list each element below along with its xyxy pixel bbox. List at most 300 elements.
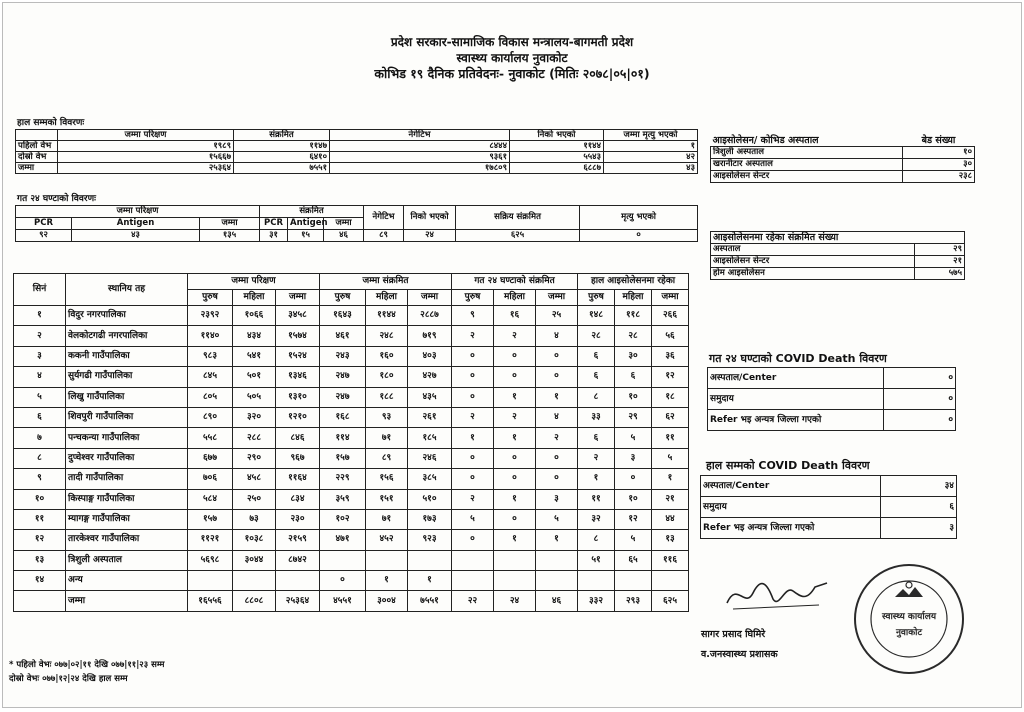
table-cell: ४ — [536, 407, 578, 427]
sn-cell: १३ — [14, 550, 66, 570]
sub-header: पुरुष — [452, 290, 494, 306]
table-cell: ६४१० — [234, 152, 330, 163]
table-header-cell: जम्मा परिक्षण — [58, 130, 234, 141]
sn-cell: ११ — [14, 509, 66, 529]
office-title: स्वास्थ्य कार्यालय नुवाकोट — [456, 51, 568, 65]
table-cell: २४३ — [320, 346, 366, 366]
signatory-designation: व.जनस्वास्थ्य प्रशासक — [701, 649, 778, 660]
table-cell — [233, 571, 276, 591]
table-cell: २५३६४ — [58, 163, 234, 174]
table-cell: १०२ — [320, 509, 366, 529]
table-cell: २८८७ — [408, 306, 452, 326]
table-cell: १ — [494, 387, 536, 407]
table-cell: ४ — [536, 326, 578, 346]
table-cell: ९८३ — [188, 346, 233, 366]
table-cell: ११८ — [615, 306, 652, 326]
table-cell — [578, 571, 615, 591]
table-cell: ० — [494, 469, 536, 489]
table-cell: ३ — [536, 489, 578, 509]
table-header-cell — [16, 130, 58, 141]
table-cell: २२९ — [320, 469, 366, 489]
table-row — [708, 389, 956, 410]
table-cell: ४३४ — [233, 326, 276, 346]
table-cell: २ — [452, 326, 494, 346]
table-cell: ० — [494, 509, 536, 529]
local-level-cell: ककनी गाउँपालिका — [66, 346, 188, 366]
table-cell: १०३८ — [233, 530, 276, 550]
infected-header: संक्रमित — [260, 206, 364, 218]
table-cell: २ — [494, 407, 536, 427]
table-cell: ८३४ — [276, 489, 320, 509]
table-cell: ० — [452, 387, 494, 407]
table-cell: २८ — [578, 326, 615, 346]
death-header: मृत्यु भएको — [580, 206, 698, 230]
recovered-header: निको भएको — [404, 206, 456, 230]
table-cell: ३२० — [233, 407, 276, 427]
table-cell: ५१ — [578, 550, 615, 570]
bed-header: बेड संख्या — [921, 135, 956, 146]
footnote-wave1: * पहिलो वेभः ०७७|०२|११ देखि ०७७|११|२३ सम्म — [9, 660, 165, 670]
table-cell: २६६ — [652, 306, 689, 326]
table-cell: १३५ — [200, 230, 260, 242]
table-cell: १७८०९ — [330, 163, 510, 174]
table-cell: ० — [884, 368, 956, 389]
sub-header: जम्मा — [652, 290, 689, 306]
table-cell: ११४७ — [234, 141, 330, 152]
local-level-table — [13, 273, 689, 612]
hospital-table — [710, 135, 975, 183]
last24-group-header: गत २४ घण्टाको संक्रमित — [452, 274, 578, 290]
sub-header: पुरुष — [188, 290, 233, 306]
office-stamp — [851, 561, 967, 677]
table-cell: ५ — [615, 428, 652, 448]
table-cell: ११ — [578, 489, 615, 509]
table-cell: २३० — [276, 509, 320, 529]
pcr-header: PCR — [260, 218, 288, 230]
table-cell: ८९ — [366, 448, 408, 468]
table-row — [14, 306, 689, 326]
table-cell: २५ — [536, 306, 578, 326]
table-cell: ५ — [652, 448, 689, 468]
table-cell: ६ — [578, 367, 615, 387]
table-cell: ५५८ — [188, 428, 233, 448]
table-row — [14, 448, 689, 468]
table-cell: ८४४४ — [330, 141, 510, 152]
total-header: जम्मा — [324, 218, 364, 230]
table-row — [16, 163, 698, 174]
table-row — [16, 141, 698, 152]
table-cell — [494, 550, 536, 570]
table-cell: ८९ — [364, 230, 404, 242]
local-level-cell: तारकेश्वर गाउँपालिका — [66, 530, 188, 550]
table-cell: २१५९ — [276, 530, 320, 550]
sub-header: महिला — [615, 290, 652, 306]
table-cell: २३९२ — [188, 306, 233, 326]
table-cell: २१ — [915, 256, 965, 268]
isolation-title: आइसोलेसनमा रहेका संक्रमित संख्या — [711, 232, 965, 244]
table-cell: १ — [578, 469, 615, 489]
table-cell: १८८ — [366, 387, 408, 407]
table-cell: १७३ — [408, 509, 452, 529]
table-cell: ८९० — [188, 407, 233, 427]
test-header: जम्मा परिक्षण — [16, 206, 260, 218]
local-level-cell: विदुर नगरपालिका — [66, 306, 188, 326]
local-level-cell: शिवपुरी गाउँपालिका — [66, 407, 188, 427]
table-row — [701, 476, 957, 497]
table-cell: २ — [452, 489, 494, 509]
table-cell: ४५५१ — [320, 591, 366, 611]
table-cell: १६५५६ — [188, 591, 233, 611]
local-level-cell: लिखु गाउँपालिका — [66, 387, 188, 407]
table-cell — [366, 550, 408, 570]
table-cell: अस्पताल — [711, 244, 915, 256]
table-cell — [408, 550, 452, 570]
table-cell: १३४६ — [276, 367, 320, 387]
table-cell: ० — [494, 367, 536, 387]
table-row — [711, 268, 965, 280]
table-cell: ३३ — [578, 407, 615, 427]
local-level-cell: त्रिशुली अस्पताल — [66, 550, 188, 570]
table-cell: १ — [652, 469, 689, 489]
negative-header: नेगेटिभ — [364, 206, 404, 230]
cumulative-label: हाल सम्मको विवरणः — [17, 118, 85, 128]
sn-cell: ३ — [14, 346, 66, 366]
sn-cell: ५ — [14, 387, 66, 407]
table-cell: १० — [615, 489, 652, 509]
table-cell — [452, 550, 494, 570]
table-cell: १० — [903, 147, 975, 159]
table-cell: ६ — [578, 428, 615, 448]
table-cell: ५०१ — [233, 367, 276, 387]
table-cell: ९६७ — [276, 448, 320, 468]
table-row — [14, 571, 689, 591]
table-cell: ० — [452, 448, 494, 468]
table-cell: ३० — [903, 159, 975, 171]
table-cell: २४८ — [366, 326, 408, 346]
table-cell: ० — [536, 469, 578, 489]
table-row — [14, 387, 689, 407]
table-cell: ३१ — [260, 230, 288, 242]
sub-header: महिला — [494, 290, 536, 306]
table-cell: २८ — [615, 326, 652, 346]
table-cell: खरानीटार अस्पताल — [711, 159, 903, 171]
table-cell: २ — [536, 428, 578, 448]
table-cell: १५१ — [366, 489, 408, 509]
ministry-title: प्रदेश सरकार-सामाजिक विकास मन्त्रालय-बागमती प्रदेश — [390, 35, 634, 49]
sub-header: महिला — [366, 290, 408, 306]
table-cell: ९३६१ — [330, 152, 510, 163]
table-cell: Refer भइ अन्यत्र जिल्ला गएको — [708, 410, 884, 431]
death-total-title: हाल सम्मको COVID Death विवरण — [706, 459, 870, 472]
table-cell: २८८ — [233, 428, 276, 448]
table-cell: २४ — [494, 591, 536, 611]
table-cell: ५६९८ — [188, 550, 233, 570]
table-cell: ११४ — [320, 428, 366, 448]
antigen-header: Antigen — [288, 218, 324, 230]
table-cell: ३३२ — [578, 591, 615, 611]
table-cell: ४६१ — [320, 326, 366, 346]
table-row — [708, 410, 956, 431]
table-cell — [615, 571, 652, 591]
table-cell: ७१९ — [408, 326, 452, 346]
table-cell: १ — [494, 489, 536, 509]
table-cell: १ — [452, 428, 494, 448]
local-level-cell: पन्चकन्या गाउँपालिका — [66, 428, 188, 448]
table-row — [711, 159, 975, 171]
table-row — [708, 368, 956, 389]
table-row — [701, 497, 957, 518]
table-cell: १ — [536, 530, 578, 550]
table-cell: २ — [578, 448, 615, 468]
table-cell: १ — [494, 530, 536, 550]
table-cell: २९ — [615, 407, 652, 427]
table-cell: १६४३ — [320, 306, 366, 326]
sn-cell: ७ — [14, 428, 66, 448]
table-cell: ९२ — [16, 230, 72, 242]
table-cell: ८०५ — [188, 387, 233, 407]
active-header: सक्रिय संक्रमित — [456, 206, 580, 230]
table-cell: ६२५ — [652, 591, 689, 611]
table-cell: ४४ — [652, 509, 689, 529]
table-cell: १२ — [615, 509, 652, 529]
table-cell: ७०६ — [188, 469, 233, 489]
table-cell: १५ — [288, 230, 324, 242]
table-row — [711, 256, 965, 268]
table-row — [711, 244, 965, 256]
table-cell: ८ — [578, 387, 615, 407]
cumulative-table — [15, 129, 698, 174]
table-cell: दोस्रो वेभ — [16, 152, 58, 163]
table-cell: १३ — [652, 530, 689, 550]
table-cell: ८७४२ — [276, 550, 320, 570]
table-cell: ११४४ — [366, 306, 408, 326]
death-total-table — [700, 475, 957, 539]
local-level-cell: जम्मा — [66, 591, 188, 611]
footnote-wave2: दोस्रो वेभः ०७७|१२|२४ देखि हाल सम्म — [9, 674, 128, 684]
table-cell: अस्पताल/Center — [701, 476, 881, 497]
table-row — [14, 346, 689, 366]
table-cell: ० — [615, 469, 652, 489]
table-cell: ६५ — [615, 550, 652, 570]
table-cell: ८४६ — [276, 428, 320, 448]
table-cell: ८ — [578, 530, 615, 550]
table-cell: २४७ — [320, 367, 366, 387]
table-cell: १५६६७ — [58, 152, 234, 163]
table-cell: १० — [615, 387, 652, 407]
table-cell: ० — [580, 230, 698, 242]
table-row — [14, 530, 689, 550]
table-cell: १०६६ — [233, 306, 276, 326]
local-level-cell: वेलकोटगढी नगरपालिका — [66, 326, 188, 346]
table-cell: ४०३ — [408, 346, 452, 366]
table-cell: ५६ — [652, 326, 689, 346]
table-cell: १४८ — [578, 306, 615, 326]
report-title: कोभिड १९ दैनिक प्रतिवेदनः- नुवाकोट (मितिः २०७८|०५|०१) — [374, 66, 650, 81]
table-cell: ३२ — [578, 509, 615, 529]
table-cell: ४६ — [324, 230, 364, 242]
table-cell: अस्पताल/Center — [708, 368, 884, 389]
table-cell: १५७४ — [276, 326, 320, 346]
table-cell: ० — [884, 410, 956, 431]
table-cell: आइसोलेसन सेन्टर — [711, 256, 915, 268]
table-row — [16, 230, 698, 242]
pcr-header: PCR — [16, 218, 72, 230]
last24-table — [15, 205, 698, 242]
table-row — [14, 407, 689, 427]
infected-group-header: जम्मा संक्रमित — [320, 274, 452, 290]
table-header-row — [16, 130, 698, 141]
sn-cell: १ — [14, 306, 66, 326]
table-cell: ११२१ — [188, 530, 233, 550]
table-cell: ४२७ — [408, 367, 452, 387]
table-cell: ११६ — [652, 550, 689, 570]
table-cell: २६१ — [408, 407, 452, 427]
table-cell: ४७१ — [320, 530, 366, 550]
table-cell: ११४० — [188, 326, 233, 346]
table-cell: ५५४३ — [510, 152, 604, 163]
table-cell: ५०५ — [233, 387, 276, 407]
table-cell: २ — [494, 326, 536, 346]
table-cell: ५ — [536, 509, 578, 529]
table-cell: १ — [536, 387, 578, 407]
table-cell: १ — [408, 571, 452, 591]
table-cell: १८० — [366, 367, 408, 387]
table-cell: ३ — [615, 448, 652, 468]
table-cell: ५४१ — [233, 346, 276, 366]
table-row — [16, 152, 698, 163]
table-cell — [320, 550, 366, 570]
sn-cell: ६ — [14, 407, 66, 427]
stamp-text-inner: नुवाकोट — [895, 628, 923, 638]
table-row — [14, 489, 689, 509]
table-cell: ३०४४ — [233, 550, 276, 570]
table-cell: ३००४ — [366, 591, 408, 611]
table-cell: १२ — [652, 367, 689, 387]
table-cell: ३८५ — [408, 469, 452, 489]
table-cell: जम्मा — [16, 163, 58, 174]
table-cell: १ — [494, 428, 536, 448]
table-row — [14, 469, 689, 489]
last24-label: गत २४ घण्टाको विवरणः — [17, 194, 96, 204]
sub-header: जम्मा — [536, 290, 578, 306]
stamp-text-outer: स्वास्थ्य कार्यालय — [881, 612, 937, 622]
table-row — [14, 591, 689, 611]
local-level-header: स्थानिय तह — [66, 274, 188, 306]
handwritten-signature — [723, 575, 833, 615]
table-cell — [652, 571, 689, 591]
table-cell: २४६ — [408, 448, 452, 468]
sub-header: पुरुष — [578, 290, 615, 306]
table-cell: ७५५१ — [234, 163, 330, 174]
sn-cell: १४ — [14, 571, 66, 591]
table-cell: ६ — [615, 367, 652, 387]
table-cell: २५० — [233, 489, 276, 509]
test-group-header: जम्मा परिक्षण — [188, 274, 320, 290]
table-cell: ० — [536, 346, 578, 366]
sn-cell: ४ — [14, 367, 66, 387]
table-cell: ७५५१ — [408, 591, 452, 611]
table-cell: ३४५८ — [276, 306, 320, 326]
table-row — [14, 326, 689, 346]
table-cell: १६ — [494, 306, 536, 326]
table-cell: ० — [452, 367, 494, 387]
current-group-header: हाल आइसोलेसनमा रहेका — [578, 274, 689, 290]
table-cell — [494, 571, 536, 591]
table-cell: ९३ — [366, 407, 408, 427]
table-cell: ० — [452, 469, 494, 489]
sn-cell: ८ — [14, 448, 66, 468]
table-cell: २१ — [652, 489, 689, 509]
sub-header: जम्मा — [276, 290, 320, 306]
table-cell: १८५ — [408, 428, 452, 448]
death24-title: गत २४ घण्टाको COVID Death विवरण — [709, 352, 887, 365]
table-cell: ५१० — [408, 489, 452, 509]
table-cell: ४३५ — [408, 387, 452, 407]
local-level-cell: दुप्चेश्वर गाउँपालिका — [66, 448, 188, 468]
table-cell: ४५८ — [233, 469, 276, 489]
table-cell: २ — [452, 407, 494, 427]
table-cell: ४५२ — [366, 530, 408, 550]
local-level-cell: म्यागङ्ग गाउँपालिका — [66, 509, 188, 529]
table-cell: ५७५ — [915, 268, 965, 280]
table-cell — [536, 550, 578, 570]
table-header-cell: निको भएको — [510, 130, 604, 141]
total-header: जम्मा — [200, 218, 260, 230]
table-header-cell: संक्रमित — [234, 130, 330, 141]
table-cell: १ — [604, 141, 698, 152]
table-cell: ६ — [578, 346, 615, 366]
table-row — [14, 367, 689, 387]
table-cell: २२ — [452, 591, 494, 611]
table-cell: ३६ — [652, 346, 689, 366]
table-cell: ० — [452, 346, 494, 366]
table-cell: १५६ — [366, 469, 408, 489]
table-cell: ४३ — [604, 163, 698, 174]
table-cell: त्रिशुली अस्पताल — [711, 147, 903, 159]
table-cell: २४ — [404, 230, 456, 242]
table-cell: ४६ — [536, 591, 578, 611]
table-cell: ६२ — [652, 407, 689, 427]
table-cell: ० — [536, 448, 578, 468]
table-cell: ५८४ — [188, 489, 233, 509]
sn-cell — [14, 591, 66, 611]
table-row — [711, 171, 975, 183]
table-row — [14, 428, 689, 448]
table-cell: २९३ — [615, 591, 652, 611]
table-header-cell: जम्मा मृत्यु भएको — [604, 130, 698, 141]
table-row — [711, 147, 975, 159]
sub-header: जम्मा — [408, 290, 452, 306]
table-cell: पहिलो वेभ — [16, 141, 58, 152]
table-cell: ६८८७ — [510, 163, 604, 174]
sn-cell: १० — [14, 489, 66, 509]
table-cell: २५३६४ — [276, 591, 320, 611]
table-cell: ११६४ — [276, 469, 320, 489]
table-cell: १६० — [366, 346, 408, 366]
table-cell: Refer भइ अन्यत्र जिल्ला गएको — [701, 518, 881, 539]
table-row — [14, 550, 689, 570]
antigen-header: Antigen — [72, 218, 200, 230]
table-cell: १५२४ — [276, 346, 320, 366]
table-cell: १५७ — [188, 509, 233, 529]
report-page — [2, 2, 1022, 708]
table-cell — [452, 571, 494, 591]
table-cell: ३ — [881, 518, 957, 539]
table-cell: ७३ — [233, 509, 276, 529]
table-cell: समुदाय — [708, 389, 884, 410]
table-cell: ६२५ — [456, 230, 580, 242]
table-cell: ३४ — [881, 476, 957, 497]
